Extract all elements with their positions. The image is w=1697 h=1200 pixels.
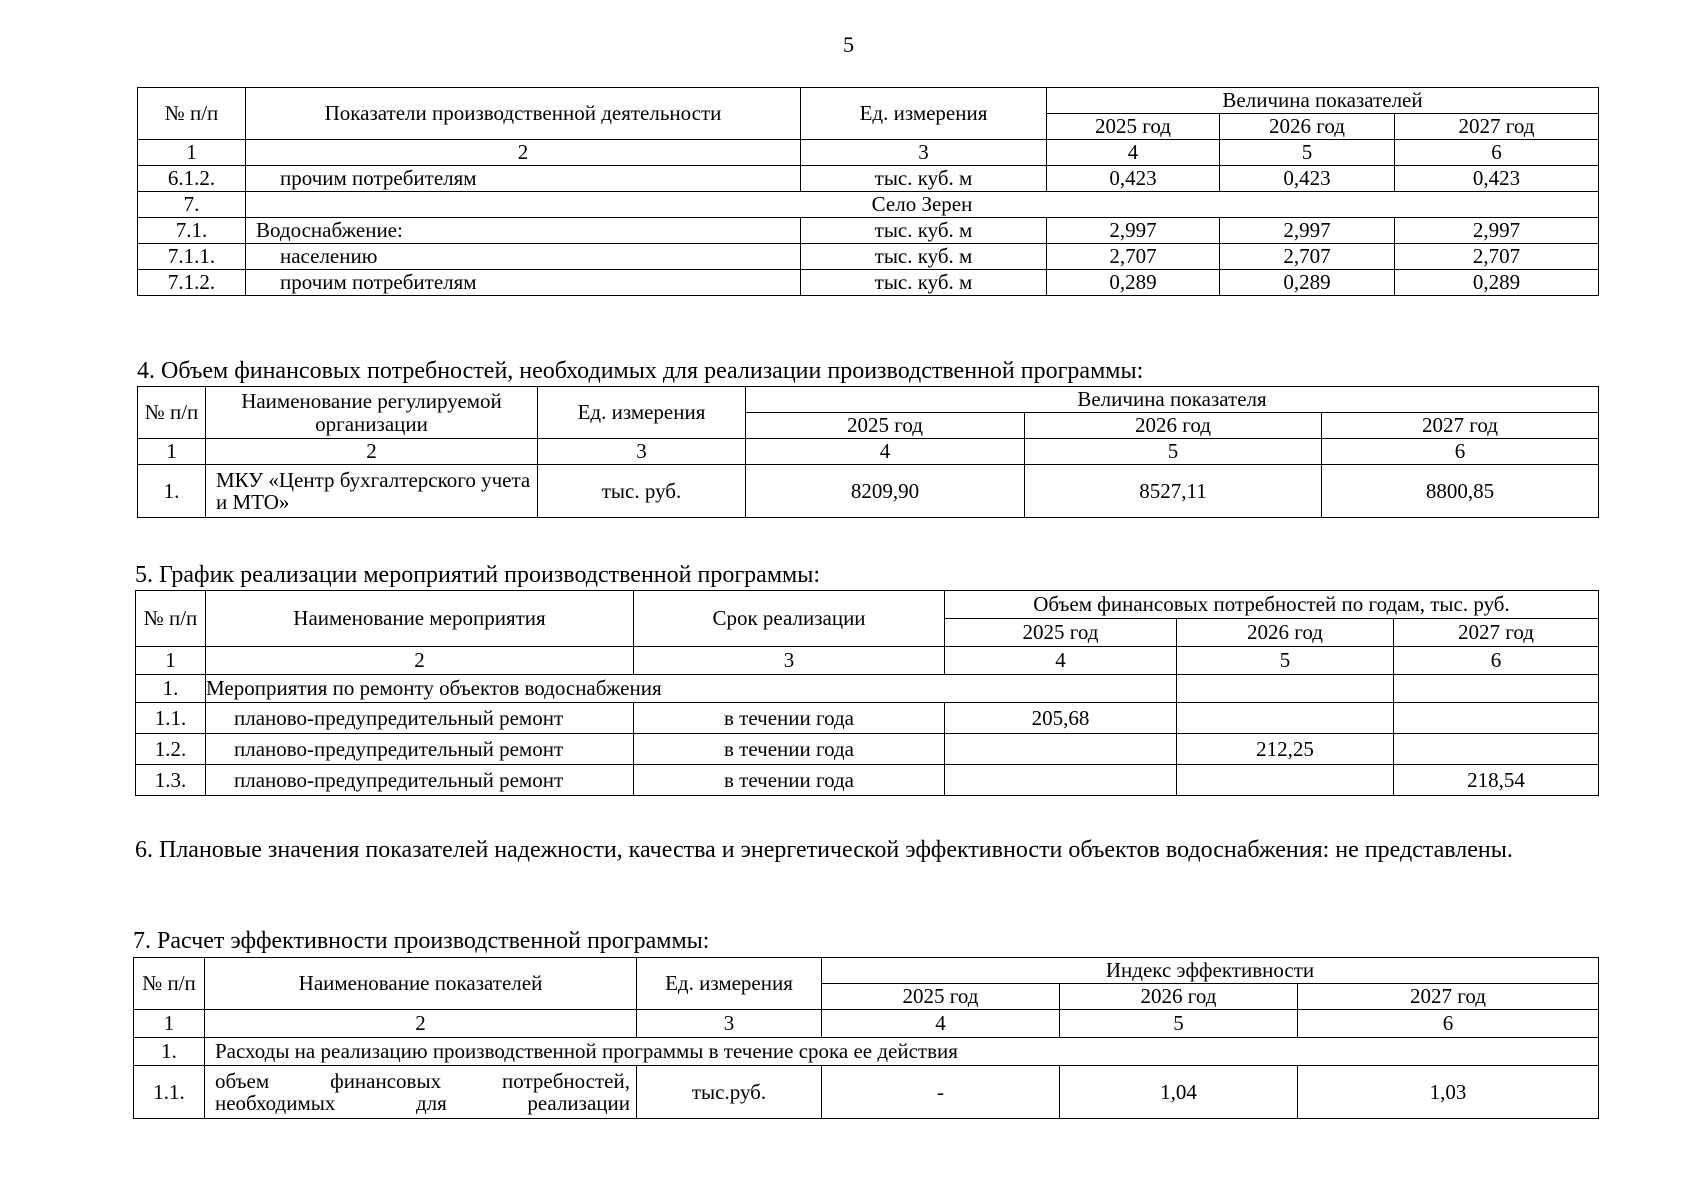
header-values-group: Величина показателя [746,387,1599,413]
row-value-2026: 2,707 [1220,244,1395,270]
colnum: 1 [134,1010,205,1038]
row-name: планово-предупредительный ремонт [206,703,634,734]
row-value-2027: 0,423 [1395,166,1599,192]
table-row [138,218,1599,244]
section-6-text: 6. Плановые значения показателей надежности, качества и энергетической эффективности объектов водоснабжения: не представлены. [135,837,1513,863]
section-title: Расходы на реализацию производственной программы в течение срока ее действия [205,1038,1599,1066]
column-number-row [138,439,1599,465]
colnum: 6 [1322,439,1599,465]
row-name: планово-предупредительный ремонт [206,734,634,765]
colnum: 1 [136,647,206,675]
row-name: прочим потребителям [246,166,801,192]
row-value-2027 [1394,734,1599,765]
section-title: Село Зерен [246,192,1599,218]
financial-needs-table [137,386,1599,518]
colnum: 2 [205,1010,637,1038]
row-unit: тыс. руб. [538,465,746,518]
table-section-row [134,1038,1599,1066]
colnum: 5 [1025,439,1322,465]
row-num: 1.1. [134,1066,205,1119]
row-value-2025: 0,423 [1047,166,1220,192]
colnum: 3 [801,140,1047,166]
header-year-2025: 2025 год [1047,114,1220,140]
row-value-2025: 205,68 [945,703,1177,734]
header-term: Срок реализации [634,591,945,647]
header-num: № п/п [138,88,246,140]
page-number: 5 [843,32,854,57]
colnum: 4 [822,1010,1060,1038]
header-org: Наименование регулируемой организации [206,387,538,439]
header-unit: Ед. измерения [801,88,1047,140]
header-indicator: Показатели производственной деятельности [246,88,801,140]
header-unit: Ед. измерения [538,387,746,439]
table-section-row [136,675,1599,703]
header-year-2025: 2025 год [822,984,1060,1010]
row-num: 7. [138,192,246,218]
colnum: 3 [538,439,746,465]
header-year-2026: 2026 год [1060,984,1298,1010]
header-year-2025: 2025 год [945,619,1177,647]
row-unit: тыс. куб. м [801,166,1047,192]
schedule-table [135,590,1599,796]
colnum: 4 [746,439,1025,465]
header-num: № п/п [134,958,205,1010]
colnum: 5 [1177,647,1394,675]
row-num: 1.1. [136,703,206,734]
colnum: 1 [138,439,206,465]
row-term: в течении года [634,734,945,765]
row-value-2027: 1,03 [1298,1066,1599,1119]
row-num: 1. [134,1038,205,1066]
colnum: 5 [1060,1010,1298,1038]
row-value-2027: 2,707 [1395,244,1599,270]
section-title: Мероприятия по ремонту объектов водоснабжения [206,675,1177,703]
header-unit: Ед. измерения [637,958,822,1010]
colnum: 1 [138,140,246,166]
row-value-2025: - [822,1066,1060,1119]
colnum: 3 [637,1010,822,1038]
table-row [138,166,1599,192]
row-value-2026: 1,04 [1060,1066,1298,1119]
row-value-2025: 2,707 [1047,244,1220,270]
row-value-2026 [1177,703,1394,734]
table-row [134,1066,1599,1119]
row-value-2027: 8800,85 [1322,465,1599,518]
row-name: прочим потребителям [246,270,801,296]
empty-cell [1177,675,1394,703]
empty-cell [1394,675,1599,703]
section-4-heading: 4. Объем финансовых потребностей, необходимых для реализации производственной программы: [137,358,1144,384]
colnum: 4 [945,647,1177,675]
row-term: в течении года [634,765,945,796]
colnum: 5 [1220,140,1395,166]
header-num: № п/п [136,591,206,647]
colnum: 3 [634,647,945,675]
row-value-2026: 0,423 [1220,166,1395,192]
colnum: 2 [206,647,634,675]
row-name: объем финансовых потребностей, необходимых для реализации [205,1066,637,1119]
row-value-2026: 8527,11 [1025,465,1322,518]
header-values-group: Индекс эффективности [822,958,1599,984]
header-values-group: Объем финансовых потребностей по годам, тыс. руб. [945,591,1599,619]
header-year-2026: 2026 год [1025,413,1322,439]
colnum: 6 [1298,1010,1599,1038]
header-num: № п/п [138,387,206,439]
table-section-row [138,192,1599,218]
row-value-2026: 2,997 [1220,218,1395,244]
header-values-group: Величина показателей [1047,88,1599,114]
column-number-row [134,1010,1599,1038]
colnum: 2 [246,140,801,166]
row-unit: тыс. куб. м [801,244,1047,270]
row-num: 6.1.2. [138,166,246,192]
table-row [138,465,1599,518]
row-value-2027: 218,54 [1394,765,1599,796]
colnum: 4 [1047,140,1220,166]
row-unit: тыс.руб. [637,1066,822,1119]
row-unit: тыс. куб. м [801,270,1047,296]
section-7-heading: 7. Расчет эффективности производственной программы: [133,928,710,954]
efficiency-table [133,957,1599,1119]
column-number-row [136,647,1599,675]
column-number-row [138,140,1599,166]
row-name: Водоснабжение: [246,218,801,244]
colnum: 6 [1395,140,1599,166]
row-value-2025: 0,289 [1047,270,1220,296]
row-value-2026: 0,289 [1220,270,1395,296]
header-year-2026: 2026 год [1220,114,1395,140]
row-num: 1. [136,675,206,703]
row-unit: тыс. куб. м [801,218,1047,244]
table-row [136,703,1599,734]
header-year-2027: 2027 год [1322,413,1599,439]
header-year-2025: 2025 год [746,413,1025,439]
row-num: 1. [138,465,206,518]
row-value-2026: 212,25 [1177,734,1394,765]
row-num: 1.3. [136,765,206,796]
header-year-2027: 2027 год [1395,114,1599,140]
header-name: Наименование показателей [205,958,637,1010]
row-num: 7.1. [138,218,246,244]
row-num: 7.1.1. [138,244,246,270]
row-name: планово-предупредительный ремонт [206,765,634,796]
production-indicators-table [137,87,1599,296]
row-num: 1.2. [136,734,206,765]
row-value-2025 [945,765,1177,796]
table-row [136,765,1599,796]
table-row [136,734,1599,765]
row-num: 7.1.2. [138,270,246,296]
row-value-2027: 2,997 [1395,218,1599,244]
header-year-2027: 2027 год [1298,984,1599,1010]
header-name: Наименование мероприятия [206,591,634,647]
row-value-2026 [1177,765,1394,796]
row-name: населению [246,244,801,270]
row-value-2027 [1394,703,1599,734]
row-org: МКУ «Центр бухгалтерского учета и МТО» [206,465,538,518]
row-term: в течении года [634,703,945,734]
colnum: 6 [1394,647,1599,675]
table-row [138,270,1599,296]
row-value-2025: 8209,90 [746,465,1025,518]
colnum: 2 [206,439,538,465]
row-value-2025 [945,734,1177,765]
row-value-2025: 2,997 [1047,218,1220,244]
header-year-2026: 2026 год [1177,619,1394,647]
header-year-2027: 2027 год [1394,619,1599,647]
row-value-2027: 0,289 [1395,270,1599,296]
table-row [138,244,1599,270]
section-5-heading: 5. График реализации мероприятий производственной программы: [135,562,820,588]
